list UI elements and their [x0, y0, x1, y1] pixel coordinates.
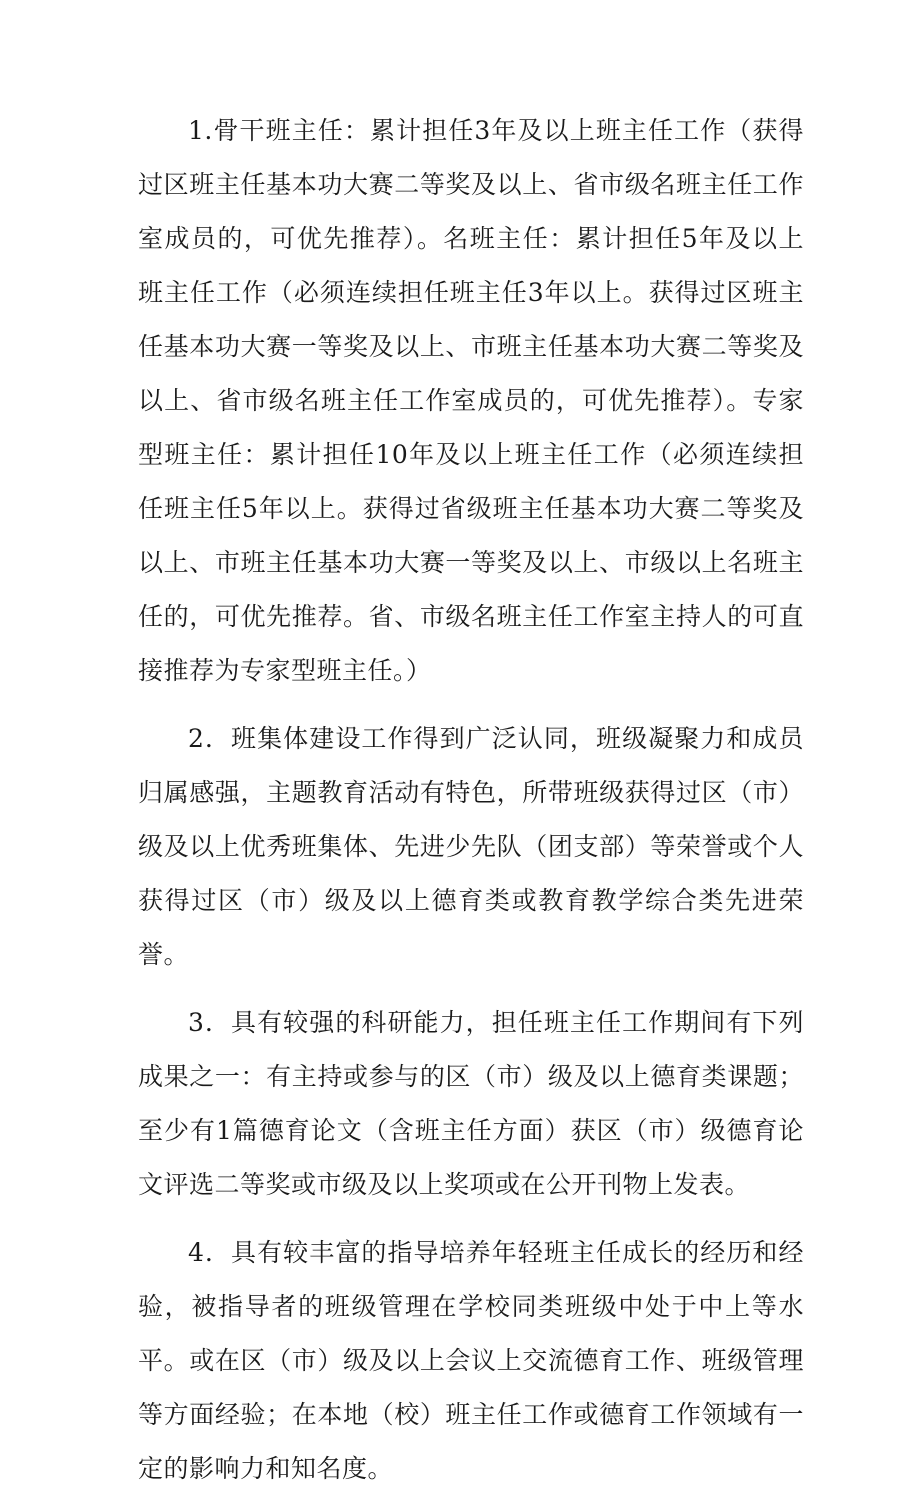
document-body [138, 104, 804, 1510]
paragraph-3: 3．具有较强的科研能力，担任班主任工作期间有下列成果之一：有主持或参与的区（市）级及以上德育类课题；至少有1篇德育论文（含班主任方面）获区（市）级德育论文评选二等奖或市级及以上奖项或在公开刊物上发表。 [138, 1008, 804, 1199]
paragraph-4: 4．具有较丰富的指导培养年轻班主任成长的经历和经验，被指导者的班级管理在学校同类班级中处于中上等水平。或在区（市）级及以上会议上交流德育工作、班级管理等方面经验；在本地（校）班主任工作或德育工作领域有一定的影响力和知名度。 [138, 1238, 804, 1483]
paragraph-1: 1.骨干班主任：累计担任3年及以上班主任工作（获得过区班主任基本功大赛二等奖及以上、省市级名班主任工作室成员的，可优先推荐）。名班主任：累计担任5年及以上班主任工作（必须连续担任班主任3年以上。获得过区班主任基本功大赛一等奖及以上、市班主任基本功大赛二等奖及以上、省市级名班主任工作室成员的，可优先推荐）。专家型班主任：累计担任10年及以上班主任工作（必须连续担任班主任5年以上。获得过省级班主任基本功大赛二等奖及以上、市班主任基本功大赛一等奖及以上、市级以上名班主任的，可优先推荐。省、市级名班主任工作室主持人的可直接推荐为专家型班主任。） [138, 116, 804, 685]
paragraph-2: 2．班集体建设工作得到广泛认同，班级凝聚力和成员归属感强，主题教育活动有特色，所带班级获得过区（市）级及以上优秀班集体、先进少先队（团支部）等荣誉或个人获得过区（市）级及以上德育类或教育教学综合类先进荣誉。 [138, 724, 804, 969]
